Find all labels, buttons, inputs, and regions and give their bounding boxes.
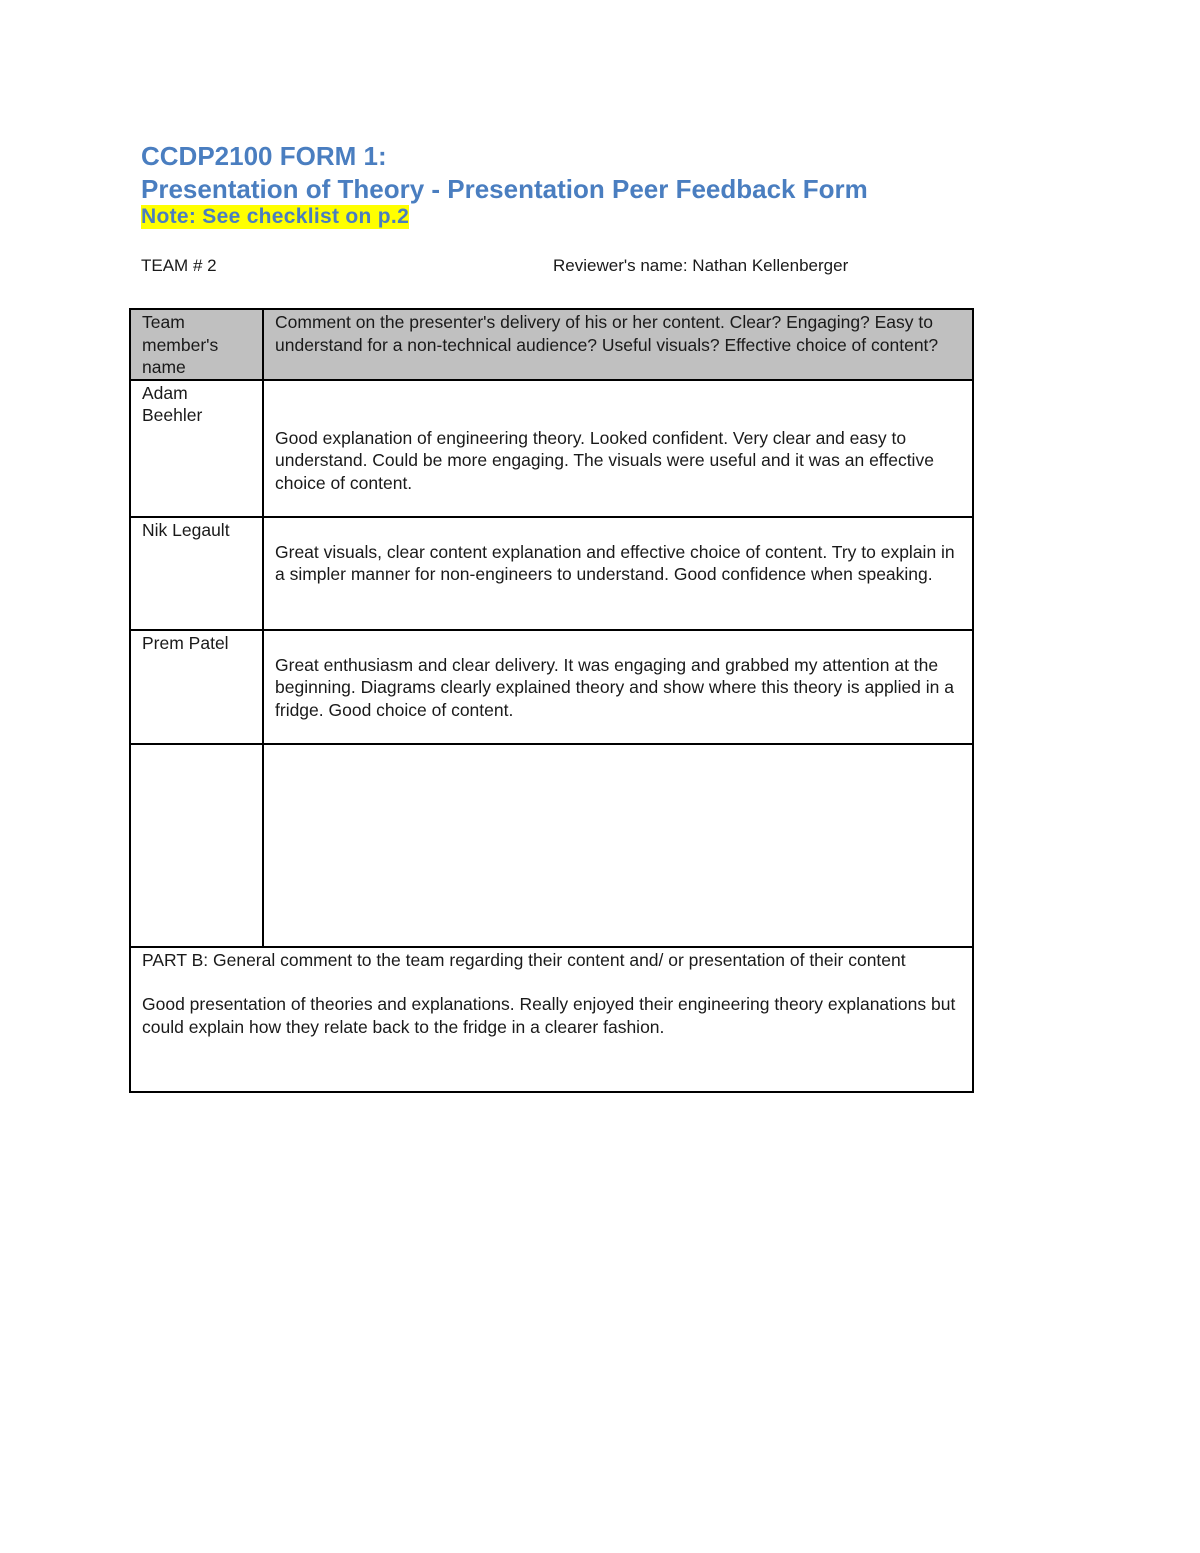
member-comment-cell: [263, 517, 973, 630]
part-b-row: [130, 947, 973, 1092]
member-comment: Great visuals, clear content explanation and effective choice of content. Try to explain in a simpler manner for non-engineers to understand. Good confidence when speaking.: [275, 541, 955, 584]
member-name: Adam Beehler: [130, 380, 263, 517]
table-row: [130, 517, 973, 630]
member-comment: Great enthusiasm and clear delivery. It was engaging and grabbed my attention at the beginning. Diagrams clearly explained theory and show where this theory is applied in a fridge. Good choice of content.: [275, 654, 954, 720]
member-name: Nik Legault: [130, 517, 263, 630]
column-header-name: Team member's name: [130, 309, 263, 380]
member-comment-cell: [263, 630, 973, 744]
member-name: Prem Patel: [130, 630, 263, 744]
part-b-prompt: PART B: General comment to the team regarding their content and/ or presentation of their content: [142, 949, 906, 970]
feedback-table: [129, 308, 974, 1093]
member-comment-cell: [263, 380, 973, 517]
part-b-cell: [130, 947, 973, 1092]
form-subtitle: Presentation of Theory - Presentation Peer Feedback Form: [141, 174, 868, 204]
member-comment: Good explanation of engineering theory. Looked confident. Very clear and easy to understand. Could be more engaging. The visuals were useful and it was an effective choice of content.: [275, 427, 934, 493]
table-row-empty: [130, 744, 973, 947]
checklist-note: Note: See checklist on p.2: [141, 205, 410, 228]
team-number: TEAM # 2: [141, 256, 217, 275]
form-code-title: CCDP2100 FORM 1:: [141, 141, 387, 171]
member-name: [130, 744, 263, 947]
table-header-row: [130, 309, 973, 380]
part-b-comment: Good presentation of theories and explanations. Really enjoyed their engineering theory explanations but could explain how they relate back to the fridge in a clearer fashion.: [142, 994, 956, 1037]
table-row: [130, 380, 973, 517]
column-header-comment: Comment on the presenter's delivery of his or her content. Clear? Engaging? Easy to understand for a non-technical audience? Useful visuals? Effective choice of content?: [263, 309, 973, 380]
reviewer-name: Reviewer's name: Nathan Kellenberger: [553, 256, 849, 275]
member-comment: [263, 744, 973, 947]
table-row: [130, 630, 973, 744]
